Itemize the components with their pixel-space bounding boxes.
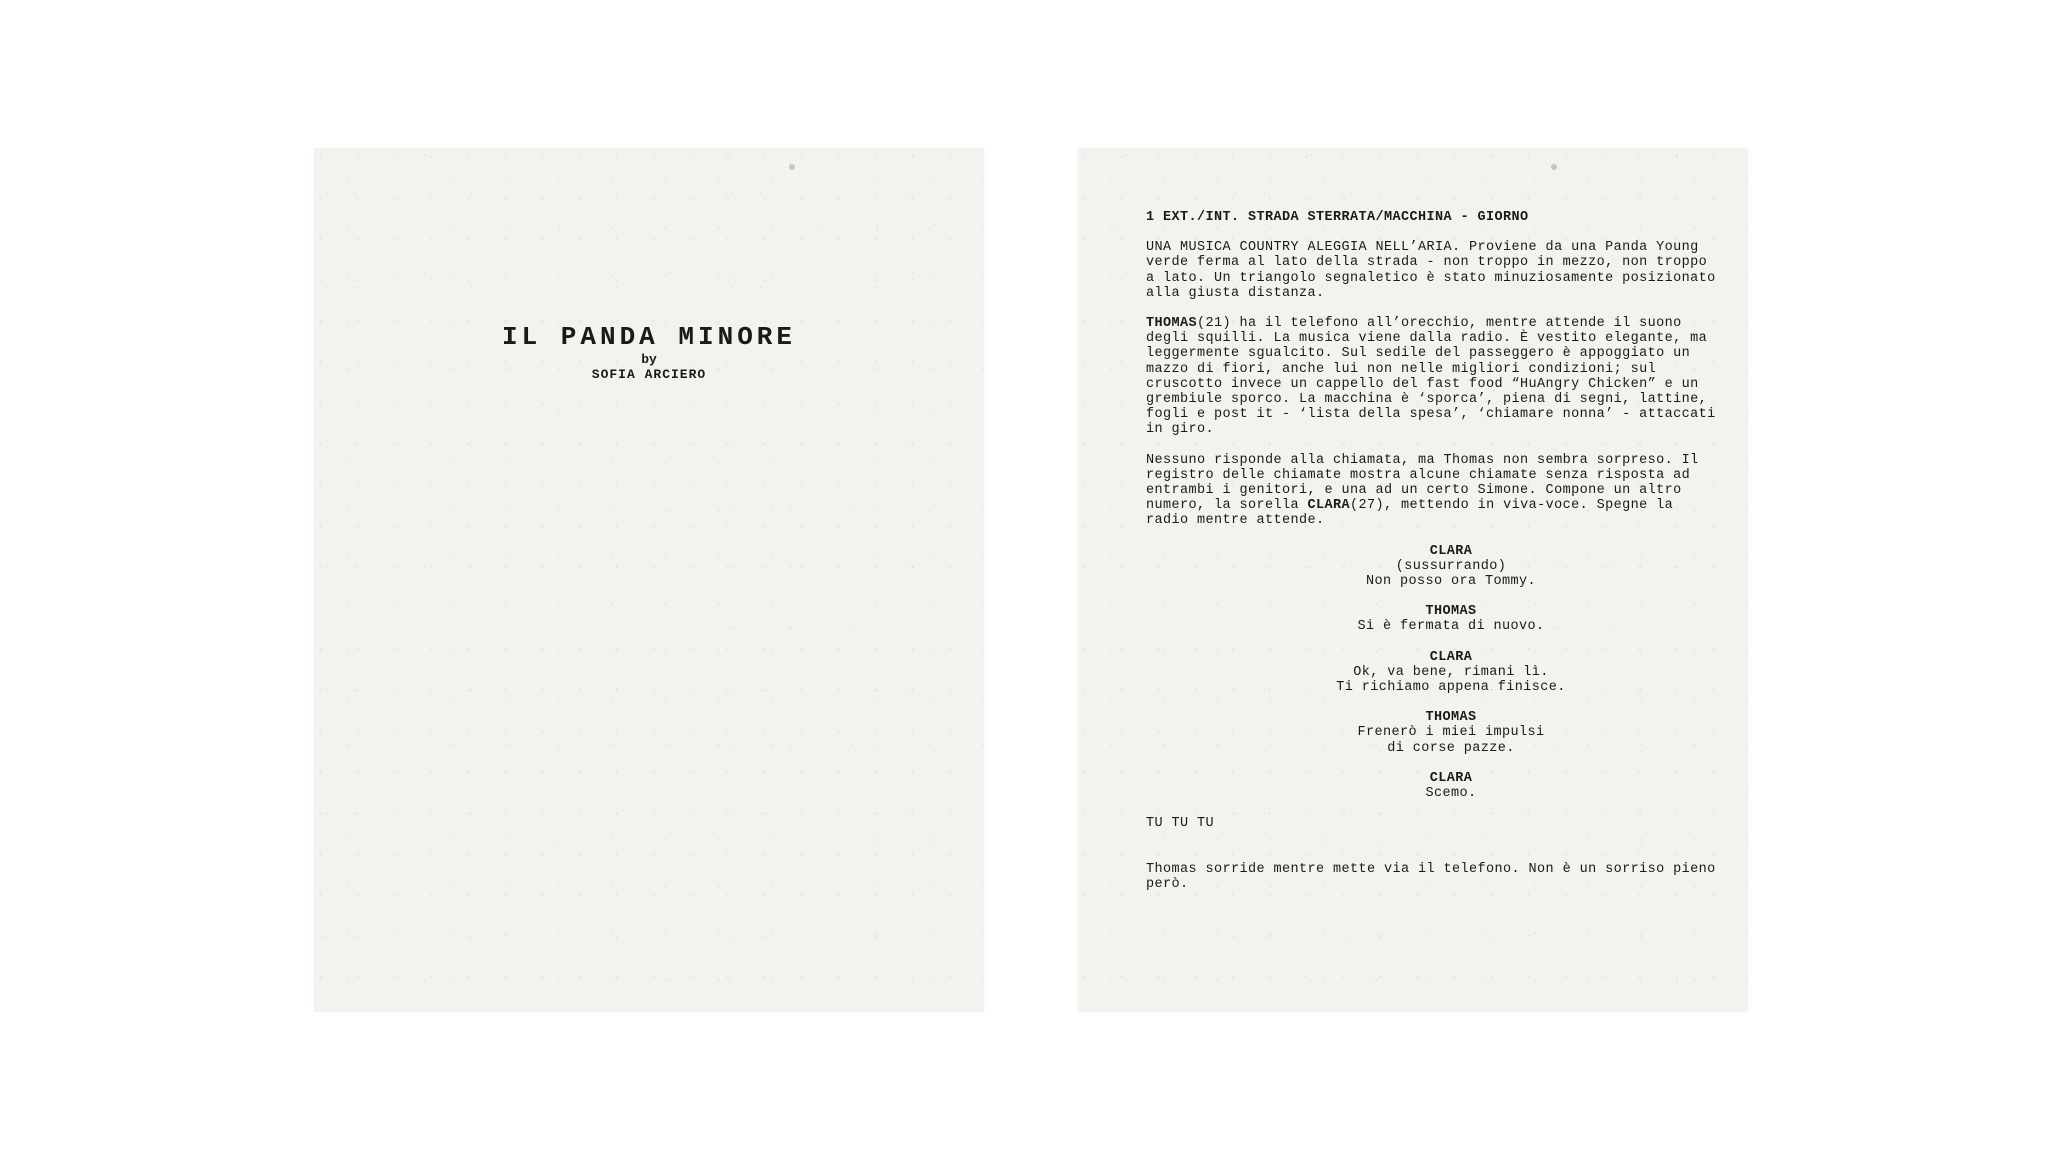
character-intro: CLARA	[1307, 498, 1351, 514]
action-text: Nessuno risponde alla chiamata, ma Thomas non sembra sorpreso. Il registro delle chiamate mostra alcune chiamate senza risposta ad entrambi i genitori, e una ad un certo Simone. Compone un altro numero, la sorella	[1146, 452, 1699, 514]
dialogue-block	[1146, 544, 1716, 590]
author-name: SOFIA ARCIERO	[591, 367, 707, 382]
dialogue-line: Ok, va bene, rimani lì.	[1353, 664, 1549, 680]
dialogue-line: Scemo.	[1425, 786, 1477, 802]
script-page	[1078, 148, 1748, 1012]
sound-cue: TU TU TU	[1146, 816, 1215, 832]
action-paragraph	[1146, 453, 1716, 529]
dialogue-block	[1146, 650, 1716, 696]
character-cue: CLARA	[1429, 543, 1473, 559]
script-body	[1146, 210, 1716, 907]
title-block	[314, 322, 984, 383]
paper-speck	[789, 164, 795, 170]
dialogue-line: di corse pazze.	[1387, 740, 1515, 756]
character-cue: THOMAS	[1425, 604, 1477, 620]
parenthetical: (sussurrando)	[1395, 558, 1507, 574]
character-cue: CLARA	[1429, 649, 1473, 665]
scene-heading: 1 EXT./INT. STRADA STERRATA/MACCHINA - GIORNO	[1146, 210, 1529, 225]
character-cue: CLARA	[1429, 770, 1473, 786]
character-cue: THOMAS	[1425, 710, 1477, 726]
action-paragraph	[1146, 316, 1716, 438]
dialogue-block	[1146, 771, 1716, 801]
paper-speck	[1551, 164, 1557, 170]
character-intro: THOMAS	[1146, 316, 1198, 332]
action-text: (27), mettendo in viva-voce. Spegne la radio mentre attende.	[1146, 498, 1674, 529]
action-paragraph: UNA MUSICA COUNTRY ALEGGIA NELL’ARIA. Proviene da una Panda Young verde ferma al lato della strada - non troppo in mezzo, non troppo a lato. Un triangolo segnaletico è stato minuziosamente posizionato alla giusta distanza.	[1146, 240, 1716, 301]
title-page	[314, 148, 984, 1012]
dialogue-line: Si è fermata di nuovo.	[1357, 619, 1545, 635]
dialogue-line: Frenerò i miei impulsi	[1357, 725, 1545, 741]
byline: by	[641, 352, 657, 367]
dialogue-line: Non posso ora Tommy.	[1365, 574, 1537, 590]
dialogue-block	[1146, 604, 1716, 634]
action-paragraph: Thomas sorride mentre mette via il telefono. Non è un sorriso pieno però.	[1146, 861, 1716, 892]
action-text: (21) ha il telefono all’orecchio, mentre attende il suono degli squilli. La musica viene dalla radio. È vestito elegante, ma leggermente sgualcito. Sul sedile del passeggero è appoggiato un mazzo di fiori, anche lui non nelle migliori condizioni; sul cruscotto invece un cappello del fast food “HuAngry Chicken” e un grembiule sporco. La macchina è ‘sporca’, piena di segni, lattine, fogli e post it - ‘lista della spesa’, ‘chiamare nonna’ - attaccati in giro.	[1146, 316, 1716, 438]
dialogue-line: Ti richiamo appena finisce.	[1336, 680, 1566, 696]
dialogue-block	[1146, 710, 1716, 756]
script-title: IL PANDA MINORE	[501, 322, 797, 352]
